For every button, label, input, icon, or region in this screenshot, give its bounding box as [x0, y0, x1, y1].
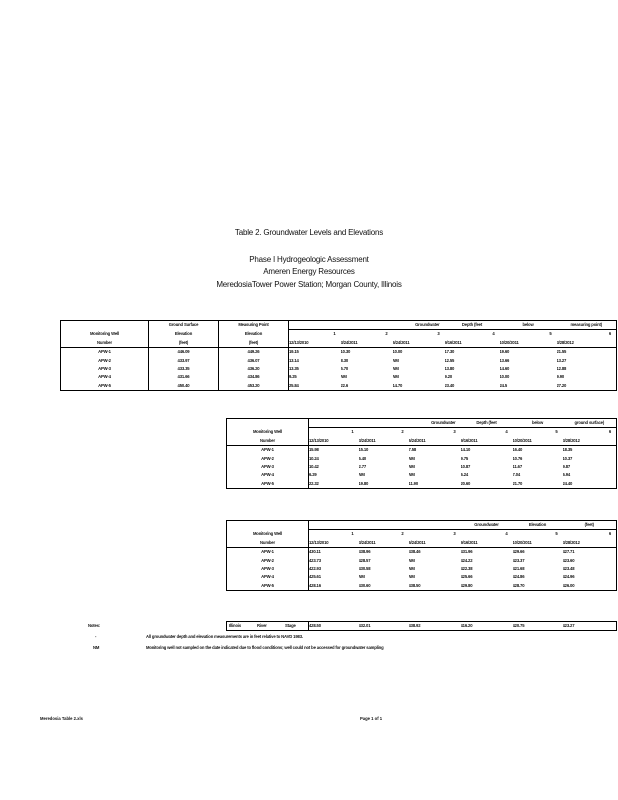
value-cell: NM	[340, 374, 347, 380]
well-cell: APW-2	[61, 357, 149, 365]
value-cell: 14.10	[460, 447, 471, 453]
notes-nm-label: NM	[93, 645, 100, 650]
value-cell: 7.58	[408, 447, 417, 453]
table-cell: (feet)	[149, 339, 219, 348]
value-cell: 24.40	[563, 480, 617, 489]
well-cell: APW-2	[227, 455, 309, 463]
value-cell: NM	[358, 574, 365, 580]
table-row	[227, 557, 617, 565]
value-cell: 426.00	[563, 582, 617, 591]
footer-filename: Meredosia Table 2.xls	[40, 716, 83, 721]
table-cell: Ground Surface	[149, 321, 219, 330]
value-cell: 6.94	[563, 471, 617, 479]
value-cell: 15.98	[309, 446, 359, 455]
table-row	[61, 365, 617, 373]
value-cell: 423.37	[512, 557, 525, 563]
value-cell: 13.14	[289, 357, 341, 365]
table-row	[227, 548, 617, 557]
measuring-point-cell: 436.20	[219, 365, 289, 373]
table-cell: 3	[409, 530, 461, 539]
value-cell: 5.70	[340, 366, 349, 372]
table-cell: 6	[563, 428, 617, 437]
well-cell: APW-3	[227, 463, 309, 471]
well-cell: APW-5	[61, 382, 149, 391]
table-cell: 12/13/2010	[309, 539, 359, 548]
value-cell: 425.61	[309, 573, 359, 581]
table-row	[61, 382, 617, 391]
value-cell: 19.15	[289, 348, 341, 357]
value-cell: 430.11	[309, 548, 359, 557]
table-cell: 3/24/2011	[359, 437, 409, 446]
table-cell: 3/24/2011	[341, 339, 393, 348]
table-cell: Depth (feet	[445, 321, 500, 330]
table-cell: 6	[557, 330, 617, 339]
value-cell: 13.35	[289, 365, 341, 373]
value-cell: 422.38	[460, 566, 473, 572]
value-cell: 11.67	[512, 464, 522, 470]
table-cell: 9/16/2011	[461, 539, 513, 548]
table-cell: 5	[513, 530, 563, 539]
river-stage-row	[226, 621, 617, 631]
table-row	[61, 357, 617, 365]
value-cell: 22.6	[341, 382, 393, 391]
table-cell: 12/13/2010	[309, 437, 359, 446]
table-cell: 2	[341, 330, 393, 339]
value-cell: 20.60	[461, 480, 513, 489]
measuring-point-cell: 436.07	[219, 357, 289, 365]
table-cell: 3/24/2011	[359, 539, 409, 548]
table-cell: 3	[409, 428, 461, 437]
value-cell: 429.80	[461, 582, 513, 591]
table-cell: 10/20/2011	[500, 339, 557, 348]
table-cell	[61, 321, 149, 330]
site-title: MeredosiaTower Power Station; Morgan County, Illinois	[216, 280, 402, 289]
well-cell: APW-4	[227, 573, 309, 581]
well-cell: APW-4	[227, 471, 309, 479]
table-title: Table 2. Groundwater Levels and Elevations	[234, 228, 384, 237]
value-cell: 423.60	[563, 557, 617, 565]
value-cell: 10.30	[340, 349, 351, 355]
table-cell	[359, 521, 409, 530]
value-cell: 428.16	[309, 582, 359, 591]
ground-elevation-cell: 431.66	[149, 373, 219, 381]
value-cell: 13.80	[444, 366, 455, 372]
value-cell: 422.93	[309, 565, 359, 573]
river-label-3: Stage	[285, 623, 296, 628]
table-cell: 10/20/2011	[513, 539, 563, 548]
value-cell: 2.77	[358, 464, 367, 470]
value-cell: NM	[408, 566, 415, 572]
table-cell: 9/16/2011	[445, 339, 500, 348]
value-cell: 423.73	[309, 557, 359, 565]
table-cell: Groundwater	[393, 321, 445, 330]
table-row	[227, 582, 617, 591]
ground-elevation-cell: 450.40	[149, 382, 219, 391]
value-cell: 9.90	[557, 373, 617, 381]
value-cell: 6.29	[309, 471, 359, 479]
table-cell	[309, 419, 359, 428]
table-cell: (feet)	[563, 521, 617, 530]
well-cell: APW-5	[227, 480, 309, 489]
table-cell: 2	[359, 428, 409, 437]
river-label-2: River	[257, 623, 267, 628]
value-cell: 430.58	[358, 566, 371, 572]
table-cell: 432.01	[359, 622, 409, 631]
table-cell: 438.92	[409, 622, 461, 631]
value-cell: 438.96	[358, 549, 371, 555]
table-cell: below	[513, 419, 563, 428]
ground-elevation-cell: 433.97	[149, 357, 219, 365]
notes-label: Notes:	[88, 623, 101, 628]
groundwater-elevation-table	[226, 520, 617, 591]
well-cell: APW-3	[227, 565, 309, 573]
company-title: Ameren Energy Resources	[263, 267, 355, 276]
table-cell: 3/28/2012	[563, 539, 617, 548]
table-cell: 4	[461, 428, 513, 437]
table-cell	[289, 321, 341, 330]
value-cell: 14.60	[499, 366, 510, 372]
value-cell: 12.55	[444, 357, 455, 363]
table-cell: Measuring Point	[219, 321, 289, 330]
table-cell: 9/16/2011	[461, 437, 513, 446]
table-cell: Monitoring Well	[227, 530, 309, 539]
value-cell: 7.04	[512, 472, 521, 478]
table-cell: Elevation	[149, 330, 219, 339]
well-cell: APW-1	[227, 548, 309, 557]
table-cell: 423.27	[563, 622, 617, 631]
table-cell: Groundwater	[461, 521, 513, 530]
table-cell	[227, 521, 309, 530]
value-cell: 19.60	[499, 349, 510, 355]
table-cell: below	[500, 321, 557, 330]
value-cell: 428.70	[513, 582, 563, 591]
table-cell	[309, 521, 359, 530]
table-cell: 10/20/2011	[513, 437, 563, 446]
measuring-point-cell: 453.20	[219, 382, 289, 391]
value-cell: 22.32	[309, 480, 359, 489]
value-cell: 427.71	[563, 548, 617, 557]
project-title: Phase I Hydrogeologic Assessment	[249, 255, 369, 264]
table-cell	[409, 521, 461, 530]
value-cell: 9.75	[460, 455, 469, 461]
table-cell: 3	[393, 330, 445, 339]
value-cell: 25.84	[289, 382, 341, 391]
table-cell: 12/13/2010	[289, 339, 341, 348]
table-cell: 6/24/2011	[393, 339, 445, 348]
value-cell: 6.24	[460, 472, 469, 478]
value-cell: 10.37	[563, 455, 617, 463]
table-row	[227, 565, 617, 573]
value-cell: 10.87	[460, 464, 471, 470]
value-cell: 21.55	[557, 348, 617, 357]
table-row	[227, 480, 617, 489]
well-cell: APW-1	[61, 348, 149, 357]
depth-below-measuring-point-table	[60, 320, 617, 391]
table-cell	[227, 622, 309, 631]
depth-below-ground-surface-table	[226, 418, 617, 489]
value-cell: 10.00	[499, 374, 510, 380]
ground-elevation-cell: 446.09	[149, 348, 219, 357]
table-cell	[227, 419, 309, 428]
table-row	[61, 348, 617, 357]
table-cell: Elevation	[219, 330, 289, 339]
table-row	[61, 373, 617, 381]
footer-page: Page 1 of 1	[360, 716, 383, 721]
table-cell: Number	[61, 339, 149, 348]
table-cell: 1	[309, 530, 359, 539]
table-cell: 6/24/2011	[409, 539, 461, 548]
table-cell: measuring point)	[557, 321, 617, 330]
value-cell: 428.57	[358, 557, 371, 563]
value-cell: 24.5	[500, 382, 557, 391]
value-cell: 425.66	[460, 574, 473, 580]
table-cell	[341, 321, 393, 330]
value-cell: 424.22	[460, 557, 473, 563]
table-cell: 6	[563, 530, 617, 539]
value-cell: 21.70	[513, 480, 563, 489]
value-cell: NM	[408, 472, 415, 478]
table-cell: Number	[227, 539, 309, 548]
ground-elevation-cell: 433.35	[149, 365, 219, 373]
table-row	[227, 455, 617, 463]
value-cell: NM	[392, 357, 399, 363]
notes-line-1: All groundwater depth and elevation measurements are in feet relative to NAVD 1983.	[146, 634, 303, 639]
table-cell: 416.20	[461, 622, 513, 631]
value-cell: NM	[392, 374, 399, 380]
table-cell: 2	[359, 530, 409, 539]
well-cell: APW-3	[61, 365, 149, 373]
well-cell: APW-1	[227, 446, 309, 455]
table-cell: Depth (feet	[461, 419, 513, 428]
value-cell: 438.46	[408, 549, 421, 555]
table-cell: 1	[289, 330, 341, 339]
value-cell: 9.20	[444, 374, 453, 380]
table-cell	[359, 419, 409, 428]
table-cell: 5	[500, 330, 557, 339]
table-cell: 3/28/2012	[557, 339, 617, 348]
table-cell: Groundwater	[409, 419, 461, 428]
value-cell: 430.60	[359, 582, 409, 591]
value-cell: 23.40	[445, 382, 500, 391]
value-cell: NM	[408, 455, 415, 461]
value-cell: NM	[408, 557, 415, 563]
value-cell: 13.66	[499, 357, 510, 363]
table-cell: Monitoring Well	[227, 428, 309, 437]
value-cell: 10.24	[309, 455, 359, 463]
value-cell: 16.40	[512, 447, 523, 453]
value-cell: 424.96	[563, 573, 617, 581]
table-cell: 4	[461, 530, 513, 539]
table-cell: 4	[445, 330, 500, 339]
table-cell: 3/28/2012	[563, 437, 617, 446]
value-cell: 10.42	[309, 463, 359, 471]
value-cell: 14.70	[393, 382, 445, 391]
value-cell: 27.20	[557, 382, 617, 391]
value-cell: 8.30	[340, 357, 349, 363]
table-row	[227, 471, 617, 479]
value-cell: 9.87	[563, 463, 617, 471]
table-cell: 1	[309, 428, 359, 437]
value-cell: 424.86	[512, 574, 525, 580]
table-cell: 428.50	[309, 622, 359, 631]
value-cell: 10.00	[392, 349, 403, 355]
value-cell: 17.30	[444, 349, 455, 355]
table-cell: ground surface)	[563, 419, 617, 428]
value-cell: 18.35	[563, 446, 617, 455]
table-cell: 5	[513, 428, 563, 437]
table-cell: Elevation	[513, 521, 563, 530]
value-cell: 423.48	[563, 565, 617, 573]
value-cell: 438.50	[409, 582, 461, 591]
value-cell: 13.27	[557, 357, 617, 365]
value-cell: 421.68	[512, 566, 525, 572]
measuring-point-cell: 449.26	[219, 348, 289, 357]
table-cell: 6/24/2011	[409, 437, 461, 446]
measuring-point-cell: 434.86	[219, 373, 289, 381]
value-cell: 9.25	[289, 373, 341, 381]
well-cell: APW-5	[227, 582, 309, 591]
value-cell: 11.90	[409, 480, 461, 489]
river-label-1: Illinois	[229, 623, 242, 628]
value-cell: 431.96	[460, 549, 473, 555]
well-cell: APW-4	[61, 373, 149, 381]
table-row	[227, 573, 617, 581]
value-cell: NM	[408, 464, 415, 470]
table-cell: Monitoring Well	[61, 330, 149, 339]
table-cell: Number	[227, 437, 309, 446]
table-cell: (feet)	[219, 339, 289, 348]
value-cell: 12.88	[557, 365, 617, 373]
table-row	[227, 446, 617, 455]
notes-dash: -	[95, 634, 97, 639]
value-cell: 15.10	[358, 447, 369, 453]
value-cell: 429.66	[512, 549, 525, 555]
well-cell: APW-2	[227, 557, 309, 565]
value-cell: NM	[408, 574, 415, 580]
table-cell: 420.75	[513, 622, 563, 631]
value-cell: 19.80	[359, 480, 409, 489]
value-cell: NM	[358, 472, 365, 478]
value-cell: 10.76	[512, 455, 523, 461]
notes-nm-text: Monitoring well not sampled on the date indicated due to flood conditions; well could not be accessed for groundwater sampling	[146, 645, 384, 650]
value-cell: NM	[392, 366, 399, 372]
table-row	[227, 463, 617, 471]
value-cell: 5.40	[358, 455, 367, 461]
